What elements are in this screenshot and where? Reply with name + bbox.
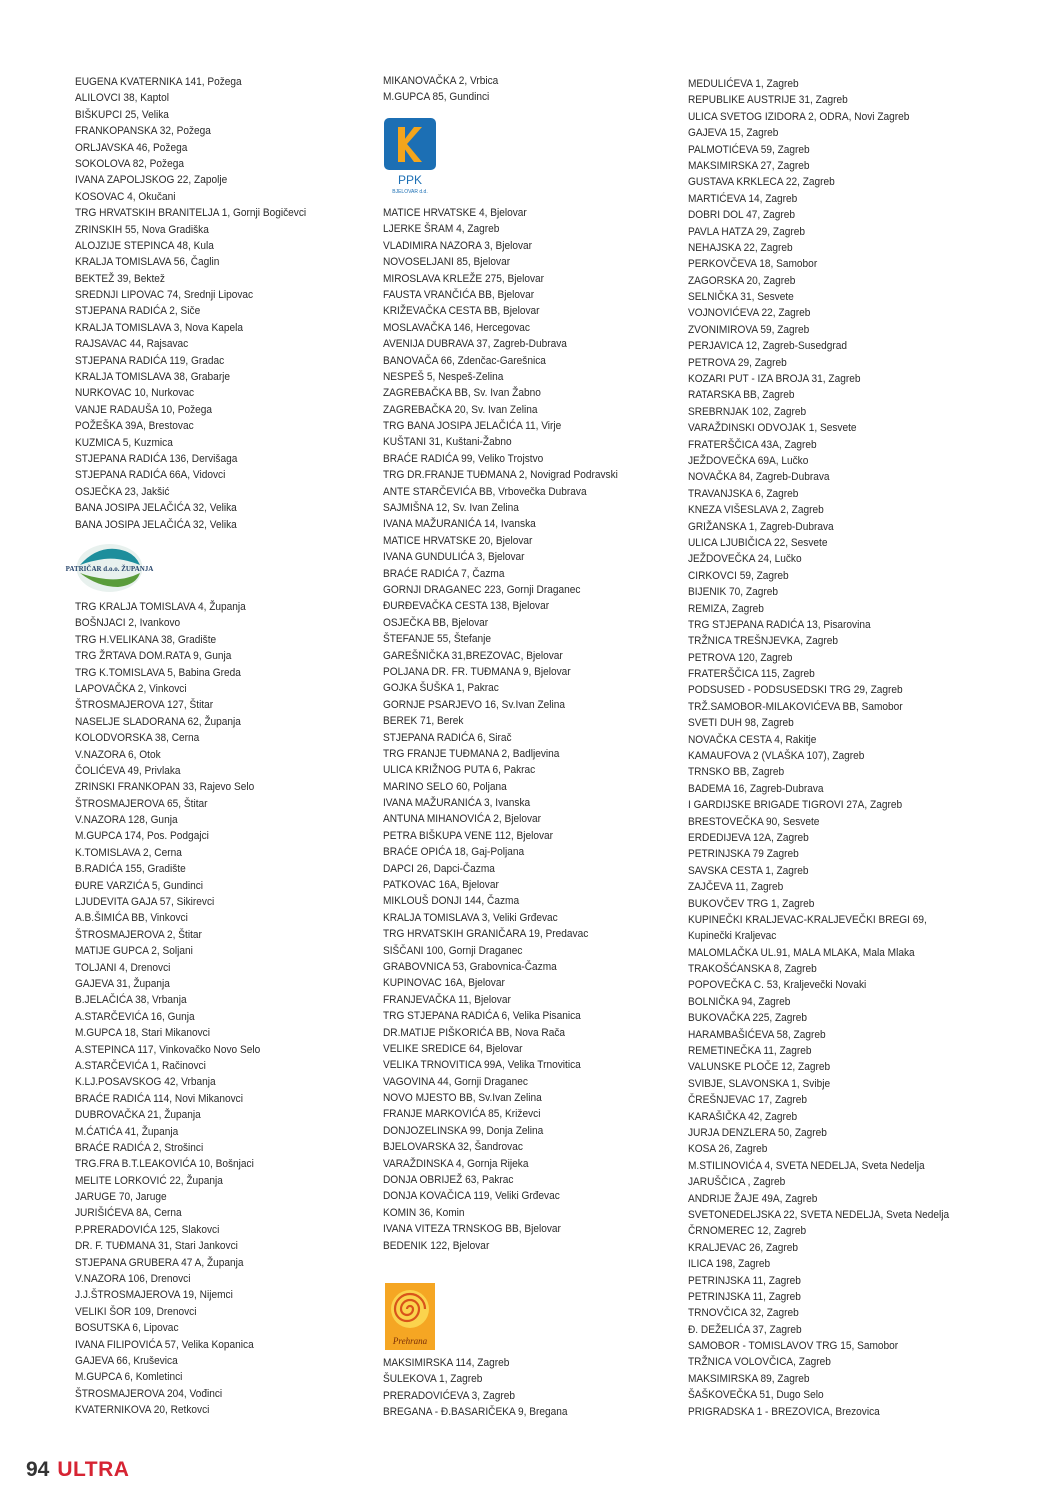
address-line: FRATERŠČICA 115, Zagreb	[688, 668, 815, 681]
address-line: MELITE LORKOVIĆ 22, Županja	[75, 1174, 223, 1187]
address-list-bjelovar	[383, 205, 618, 1254]
address-line: KRIŽEVAČKA CESTA BB, Bjelovar	[383, 305, 540, 318]
address-line: MAKSIMIRSKA 114, Zagreb	[383, 1357, 510, 1369]
address-line: STJEPANA RADIĆA 66A, Vidovci	[75, 469, 226, 482]
address-line: FRANJE MARKOVIĆA 85, Križevci	[383, 1108, 541, 1121]
address-line: A.STEPINCA 117, Vinkovačko Novo Selo	[75, 1043, 261, 1056]
address-line: FAUSTA VRANČIĆA BB, Bjelovar	[383, 288, 535, 301]
address-line: KUPINEČKI KRALJEVAC-KRALJEVEČKI BREGI 69,	[688, 913, 927, 926]
address-line: KVATERNIKOVA 20, Retkovci	[75, 1404, 210, 1417]
address-line: NOVAČKA CESTA 4, Rakitje	[688, 733, 817, 746]
address-line: SVETONEDELJSKA 22, SVETA NEDELJA, Sveta Nedelja	[688, 1208, 950, 1221]
address-line: TRG FRANJE TUĐMANA 2, Badljevina	[383, 747, 560, 760]
address-line: LAPOVAČKA 2, Vinkovci	[75, 682, 187, 695]
address-line: ŠTROSMAJEROVA 127, Štitar	[75, 699, 214, 712]
address-line: ŠTROSMAJEROVA 65, Štitar	[75, 797, 208, 810]
address-line: IVANA FILIPOVIĆA 57, Velika Kopanica	[75, 1338, 254, 1351]
address-line: VARAŽDINSKI ODVOJAK 1, Sesvete	[688, 422, 857, 435]
address-line: PETROVA 120, Zagreb	[688, 651, 793, 664]
address-line: KRALJA TOMISLAVA 3, Nova Kapela	[75, 321, 244, 334]
address-line: VARAŽDINSKA 4, Gornja Rijeka	[383, 1157, 529, 1170]
address-line: PETRINJSKA 11, Zagreb	[688, 1290, 801, 1303]
address-line: STJEPANA RADIĆA 119, Gradac	[75, 354, 225, 367]
address-line: NASELJE SLADORANA 62, Županja	[75, 715, 241, 728]
address-line: DR.MATIJE PIŠKORIĆA BB, Nova Rača	[383, 1026, 566, 1039]
address-line: STJEPANA RADIĆA 6, Sirač	[383, 731, 512, 744]
address-line: ZAJČEVA 11, Zagreb	[688, 881, 784, 894]
address-line: BEKTEŽ 39, Bektež	[75, 272, 166, 285]
address-line: JARUGE 70, Jaruge	[75, 1191, 167, 1204]
address-line: GAREŠNIČKA 31,BREZOVAC, Bjelovar	[383, 649, 563, 662]
address-list-prehrana	[383, 1355, 567, 1421]
address-line: EUGENA KVATERNIKA 141, Požega	[75, 76, 242, 88]
address-line: GAJEVA 66, Kruševica	[75, 1354, 178, 1367]
address-line: TRNOVČICA 32, Zagreb	[688, 1307, 799, 1320]
address-line: KRALJEVAC 26, Zagreb	[688, 1241, 799, 1254]
address-line: FRANKOPANSKA 32, Požega	[75, 125, 211, 138]
patricar-logo-text: PATRIČAR d.o.o. ŽUPANJA	[65, 565, 154, 573]
address-line: PAVLA HATZA 29, Zagreb	[688, 225, 805, 238]
address-line: DUBROVAČKA 21, Županja	[75, 1109, 201, 1122]
address-line: M.GUPCA 6, Komletinci	[75, 1371, 183, 1384]
address-line: PRIGRADSKA 1 - BREZOVICA, Brezovica	[688, 1405, 880, 1418]
address-line: ZVONIMIROVA 59, Zagreb	[688, 323, 810, 336]
prehrana-logo-text: Prehrana	[392, 1336, 428, 1346]
prehrana-logo	[385, 1283, 435, 1350]
address-line: SIŠČANI 100, Gornji Draganec	[383, 944, 523, 957]
address-line: KARAŠIČKA 42, Zagreb	[688, 1110, 798, 1123]
address-line: ĐURE VARZIĆA 5, Gundinci	[75, 879, 204, 892]
address-line: ALOJZIJE STEPINCA 48, Kula	[75, 239, 214, 252]
address-line: VOJNOVIĆEVA 22, Zagreb	[688, 307, 811, 320]
address-line: MIROSLAVA KRLEŽE 275, Bjelovar	[383, 272, 545, 285]
address-line: TRNSKO BB, Zagreb	[688, 766, 785, 779]
address-line: PETRA BIŠKUPA VENE 112, Bjelovar	[383, 829, 554, 842]
address-line: VELIKI ŠOR 109, Drenovci	[75, 1305, 197, 1318]
address-line: MAKSIMIRSKA 27, Zagreb	[688, 159, 810, 172]
address-line: V.NAZORA 128, Gunja	[75, 814, 178, 827]
address-line: STJEPANA RADIĆA 2, Siče	[75, 305, 201, 318]
address-line: TRG K.TOMISLAVA 5, Babina Greda	[75, 666, 241, 679]
address-line: BRAĆE RADIĆA 2, Strošinci	[75, 1141, 204, 1154]
address-line: BIŠKUPCI 25, Velika	[75, 108, 169, 121]
address-line: TRG.FRA B.T.LEAKOVIĆA 10, Bošnjaci	[75, 1158, 254, 1171]
address-line: AVENIJA DUBRAVA 37, Zagreb-Dubrava	[383, 338, 567, 351]
address-line: TRG DR.FRANJE TUĐMANA 2, Novigrad Podravski	[383, 469, 618, 482]
page-number: 94	[26, 1458, 50, 1481]
address-line: RATARSKA BB, Zagreb	[688, 389, 795, 402]
address-line: PETRINJSKA 79 Zagreb	[688, 848, 799, 861]
address-line: SOKOLOVA 82, Požega	[75, 157, 184, 170]
address-line: GAJEVA 31, Županja	[75, 977, 170, 990]
address-line: PATKOVAC 16A, Bjelovar	[383, 879, 499, 892]
address-line: M.STILINOVIĆA 4, SVETA NEDELJA, Sveta Nedelja	[688, 1159, 925, 1172]
address-line: PERKOVČEVA 18, Samobor	[688, 258, 818, 271]
address-line: IVANA GUNDULIĆA 3, Bjelovar	[383, 551, 525, 564]
address-line: KUŠTANI 31, Kuštani-Žabno	[383, 436, 512, 449]
address-line: GRABOVNICA 53, Grabovnica-Čazma	[383, 960, 557, 973]
ppk-logo	[384, 118, 436, 196]
address-line: KOSA 26, Zagreb	[688, 1143, 768, 1156]
address-line: TRŽNICA VOLOVČICA, Zagreb	[688, 1356, 831, 1369]
address-line: DONJOZELINSKA 99, Donja Zelina	[383, 1124, 544, 1137]
address-line: M.GUPCA 174, Pos. Podgajci	[75, 830, 209, 843]
address-line: BREGANA - Đ.BASARIČEKA 9, Bregana	[383, 1406, 568, 1419]
address-line: MARINO SELO 60, Poljana	[383, 780, 507, 793]
address-line: POLJANA DR. FR. TUĐMANA 9, Bjelovar	[383, 665, 571, 678]
address-line: DOBRI DOL 47, Zagreb	[688, 209, 796, 222]
address-line: BOSUTSKA 6, Lipovac	[75, 1322, 179, 1335]
page-footer	[26, 1458, 129, 1482]
address-line: K.LJ.POSAVSKOG 42, Vrbanja	[75, 1076, 216, 1089]
address-line: SVETI DUH 98, Zagreb	[688, 717, 794, 730]
address-line: ZRINSKI FRANKOPAN 33, Rajevo Selo	[75, 781, 255, 794]
address-line: REMETINEČKA 11, Zagreb	[688, 1045, 812, 1058]
address-line: ĐURĐEVAČKA CESTA 138, Bjelovar	[383, 600, 550, 613]
address-line: ZAGREBAČKA 20, Sv. Ivan Zelina	[383, 403, 538, 416]
address-line: ERDEDIJEVA 12A, Zagreb	[688, 831, 809, 844]
address-line: BRAĆE OPIĆA 18, Gaj-Poljana	[383, 846, 525, 859]
address-line: ILICA 198, Zagreb	[688, 1258, 771, 1271]
address-line: P.PRERADOVIĆA 125, Slakovci	[75, 1223, 220, 1236]
address-line: KUZMICA 5, Kuzmica	[75, 436, 173, 449]
address-line: SVIBJE, SLAVONSKA 1, Svibje	[688, 1077, 831, 1090]
address-line: NOVOSELJANI 85, Bjelovar	[383, 256, 511, 269]
address-line: KUPINOVAC 16A, Bjelovar	[383, 977, 505, 990]
address-line: KRALJA TOMISLAVA 56, Čaglin	[75, 256, 220, 269]
address-line: BEDENIK 122, Bjelovar	[383, 1239, 490, 1252]
address-list-zupanja	[75, 599, 260, 1419]
address-line: ČREŠNJEVAC 17, Zagreb	[688, 1094, 808, 1107]
address-line: SREBRNJAK 102, Zagreb	[688, 405, 807, 418]
address-line: ALILOVCI 38, Kaptol	[75, 92, 169, 105]
address-line: NESPEŠ 5, Nespeš-Zelina	[383, 370, 504, 383]
address-line: IVANA MAŽURANIĆA 14, Ivanska	[383, 518, 536, 531]
address-line: IVANA MAŽURANIĆA 3, Ivanska	[383, 797, 531, 810]
address-line: ULICA KRIŽNOG PUTA 6, Pakrac	[383, 764, 536, 777]
address-line: MIKLOUŠ DONJI 144, Čazma	[383, 895, 520, 908]
address-line: KOLODVORSKA 38, Cerna	[75, 732, 200, 745]
ppk-logo-sub: BJELOVAR d.d.	[392, 189, 428, 195]
address-line: MATIJE GUPCA 2, Soljani	[75, 945, 193, 958]
address-line: ULICA SVETOG IZIDORA 2, ODRA, Novi Zagreb	[688, 110, 910, 123]
address-line: GRIŽANSKA 1, Zagreb-Dubrava	[688, 520, 834, 533]
address-list-vrbica	[383, 73, 498, 106]
address-line: GUSTAVA KRKLECA 22, Zagreb	[688, 176, 835, 189]
address-line: IVANA VITEZA TRNSKOG BB, Bjelovar	[383, 1223, 561, 1236]
brand-name: ULTRA	[57, 1458, 130, 1481]
address-line: TRAKOŠĆANSKA 8, Zagreb	[688, 963, 817, 976]
address-line: ČOLIĆEVA 49, Privlaka	[75, 764, 181, 777]
address-line: TRŽNICA TREŠNJEVKA, Zagreb	[688, 635, 838, 648]
address-line: VELIKE SREDICE 64, Bjelovar	[383, 1042, 523, 1055]
address-line: HARAMBAŠIĆEVA 58, Zagreb	[688, 1028, 826, 1041]
address-line: M.GUPCA 85, Gundinci	[383, 91, 490, 104]
address-line: SREDNJI LIPOVAC 74, Srednji Lipovac	[75, 289, 254, 302]
address-line: VLADIMIRA NAZORA 3, Bjelovar	[383, 239, 533, 252]
address-line: I GARDIJSKE BRIGADE TIGROVI 27A, Zagreb	[688, 799, 903, 812]
address-line: BRAĆE RADIĆA 114, Novi Mikanovci	[75, 1092, 243, 1105]
address-line: VALUNSKE PLOČE 12, Zagreb	[688, 1061, 831, 1074]
address-line: JURJA DENZLERA 50, Zagreb	[688, 1127, 827, 1139]
address-line: IVANA ZAPOLJSKOG 22, Zapolje	[75, 174, 228, 187]
address-line: MALOMLAČKA UL.91, MALA MLAKA, Mala Mlaka	[688, 946, 915, 959]
address-line: TRG HRVATSKIH BRANITELJA 1, Gornji Bogičevci	[75, 207, 307, 220]
address-line: B.JELAČIĆA 38, Vrbanja	[75, 994, 187, 1007]
address-line: STJEPANA GRUBERA 47 A, Županja	[75, 1256, 244, 1269]
address-line: POPOVEČKA C. 53, Kraljevečki Novaki	[688, 979, 867, 992]
address-line: V.NAZORA 6, Otok	[75, 748, 161, 761]
address-line: NOVO MJESTO BB, Sv.Ivan Zelina	[383, 1092, 542, 1105]
address-line: PALMOTIĆEVA 59, Zagreb	[688, 143, 810, 156]
address-list-posavina	[75, 74, 306, 533]
address-line: VAGOVINA 44, Gornji Draganec	[383, 1075, 528, 1088]
address-line: ANDRIJE ŽAJE 49A, Zagreb	[688, 1192, 818, 1205]
address-line: A.B.ŠIMIĆA BB, Vinkovci	[75, 912, 188, 925]
address-line: LJERKE ŠRAM 4, Zagreb	[383, 223, 500, 236]
address-line: TRG ŽRTAVA DOM.RATA 9, Gunja	[75, 650, 232, 663]
address-line: BANA JOSIPA JELAČIĆA 32, Velika	[75, 518, 237, 531]
address-line: ŠTROSMAJEROVA 204, Vođinci	[75, 1387, 223, 1400]
address-line: BUKOVAČKA 225, Zagreb	[688, 1012, 808, 1025]
address-line: FRANJEVAČKA 11, Bjelovar	[383, 993, 511, 1006]
address-line: ZRINSKIH 55, Nova Gradiška	[75, 223, 209, 236]
address-line: M.GUPCA 18, Stari Mikanovci	[75, 1027, 210, 1040]
address-line: GORNJE PSARJEVO 16, Sv.Ivan Zelina	[383, 698, 566, 711]
address-line: BOŠNJACI 2, Ivankovo	[75, 617, 181, 630]
address-line: BJELOVARSKA 32, Šandrovac	[383, 1141, 523, 1154]
address-line: BOLNIČKA 94, Zagreb	[688, 995, 791, 1008]
address-line: PETROVA 29, Zagreb	[688, 356, 787, 369]
address-line: ŠTROSMAJEROVA 2, Štitar	[75, 928, 202, 941]
address-line: NOVAČKA 84, Zagreb-Dubrava	[688, 471, 830, 484]
address-line: KOZARI PUT - IZA BROJA 31, Zagreb	[688, 373, 861, 386]
address-line: GAJEVA 15, Zagreb	[688, 127, 779, 140]
address-line: TRG STJEPANA RADIĆA 13, Pisarovina	[688, 618, 871, 631]
address-line: ZAGORSKA 20, Zagreb	[688, 274, 796, 287]
address-line: V.NAZORA 106, Drenovci	[75, 1273, 191, 1286]
address-line: DAPCI 26, Dapci-Čazma	[383, 862, 495, 875]
address-line: Kupinečki Kraljevac	[688, 930, 777, 943]
address-line: BUKOVČEV TRG 1, Zagreb	[688, 897, 815, 910]
address-line: FRATERŠČICA 43A, Zagreb	[688, 438, 817, 451]
address-line: J.J.ŠTROSMAJEROVA 19, Nijemci	[75, 1289, 233, 1302]
address-list-zagreb	[688, 76, 949, 1420]
address-line: JEŽDOVEČKA 69A, Lučko	[688, 454, 809, 467]
address-line: VELIKA TRNOVITICA 99A, Velika Trnovitica	[383, 1059, 581, 1072]
address-line: NEHAJSKA 22, Zagreb	[688, 241, 793, 254]
address-line: JARUŠČICA , Zagreb	[688, 1176, 786, 1189]
address-line: BADEMA 16, Zagreb-Dubrava	[688, 782, 824, 795]
address-line: KAMAUFOVA 2 (VLAŠKA 107), Zagreb	[688, 750, 865, 763]
address-line: ŠTEFANJE 55, Štefanje	[383, 633, 491, 646]
address-line: B.RADIĆA 155, Gradište	[75, 863, 186, 876]
address-line: BRESTOVEČKA 90, Sesvete	[688, 815, 820, 828]
address-line: ANTUNA MIHANOVIĆA 2, Bjelovar	[383, 813, 542, 826]
address-line: GORNJI DRAGANEC 223, Gornji Draganec	[383, 583, 581, 596]
address-line: BEREK 71, Berek	[383, 715, 464, 728]
address-line: M.ĆATIĆA 41, Županja	[75, 1125, 179, 1138]
address-line: RAJSAVAC 44, Rajsavac	[75, 338, 189, 351]
address-line: KRALJA TOMISLAVA 38, Grabarje	[75, 371, 231, 384]
address-line: BIJENIK 70, Zagreb	[688, 586, 779, 599]
address-line: SAJMIŠNA 12, Sv. Ivan Zelina	[383, 502, 519, 515]
address-line: STJEPANA RADIĆA 136, Dervišaga	[75, 452, 238, 465]
address-line: TRAVANJSKA 6, Zagreb	[688, 487, 799, 500]
address-line: BANOVAČA 66, Zdenčac-Garešnica	[383, 354, 546, 367]
address-line: REPUBLIKE AUSTRIJE 31, Zagreb	[688, 94, 848, 107]
address-line: MATICE HRVATSKE 20, Bjelovar	[383, 534, 533, 547]
address-line: OSJEČKA 23, Jakšić	[75, 485, 170, 498]
address-line: MARTIĆEVA 14, Zagreb	[688, 192, 798, 205]
address-line: REMIZA, Zagreb	[688, 602, 764, 615]
address-line: PRERADOVIĆEVA 3, Zagreb	[383, 1389, 515, 1402]
address-line: MIKANOVAČKA 2, Vrbica	[383, 75, 499, 87]
address-line: A.STARČEVIĆA 16, Gunja	[75, 1010, 195, 1023]
address-line: JEŽDOVEČKA 24, Lučko	[688, 553, 802, 566]
address-line: GOJKA ŠUŠKA 1, Pakrac	[383, 682, 499, 695]
address-line: MOSLAVAČKA 146, Hercegovac	[383, 321, 530, 334]
address-line: ULICA LJUBIČICA 22, Sesvete	[688, 536, 828, 549]
address-line: LJUDEVITA GAJA 57, Sikirevci	[75, 896, 215, 909]
address-line: ZAGREBAČKA BB, Sv. Ivan Žabno	[383, 387, 541, 400]
address-line: ORLJAVSKA 46, Požega	[75, 141, 188, 154]
address-line: MATICE HRVATSKE 4, Bjelovar	[383, 207, 527, 219]
address-line: VANJE RADAUŠA 10, Požega	[75, 403, 213, 416]
address-line: DONJA KOVAČICA 119, Veliki Grđevac	[383, 1190, 560, 1203]
address-line: TOLJANI 4, Drenovci	[75, 961, 171, 974]
address-line: POŽEŠKA 39A, Brestovac	[75, 420, 194, 433]
address-line: A.STARČEVIĆA 1, Račinovci	[75, 1059, 206, 1072]
address-line: OSJEČKA BB, Bjelovar	[383, 616, 489, 629]
address-line: BRAĆE RADIĆA 7, Čazma	[383, 567, 505, 580]
address-line: SELNIČKA 31, Sesvete	[688, 291, 794, 304]
address-line: BANA JOSIPA JELAČIĆA 32, Velika	[75, 502, 237, 515]
address-line: ANTE STARČEVIĆA BB, Vrbovečka Dubrava	[383, 485, 587, 498]
address-line: DR. F. TUĐMANA 31, Stari Jankovci	[75, 1240, 238, 1253]
address-line: KOMIN 36, Komin	[383, 1206, 465, 1219]
address-line: CIRKOVCI 59, Zagreb	[688, 569, 789, 582]
address-line: NURKOVAC 10, Nurkovac	[75, 387, 195, 400]
address-line: SAVSKA CESTA 1, Zagreb	[688, 864, 809, 877]
address-line: MAKSIMIRSKA 89, Zagreb	[688, 1372, 810, 1385]
address-line: ŠULEKOVA 1, Zagreb	[383, 1373, 483, 1386]
address-line: ŠAŠKOVEČKA 51, Dugo Selo	[688, 1389, 824, 1402]
address-line: K.TOMISLAVA 2, Cerna	[75, 846, 182, 859]
address-line: PETRINJSKA 11, Zagreb	[688, 1274, 801, 1287]
patricar-logo	[65, 543, 154, 593]
address-line: JURIŠIĆEVA 8A, Cerna	[75, 1207, 182, 1220]
address-line: Đ. DEŽELIĆA 37, Zagreb	[688, 1323, 802, 1336]
address-line: PERJAVICA 12, Zagreb-Susedgrad	[688, 340, 848, 353]
address-line: TRG KRALJA TOMISLAVA 4, Županja	[75, 601, 246, 613]
address-line: MEDULIĆEVA 1, Zagreb	[688, 78, 799, 90]
address-line: PODSUSED - PODSUSEDSKI TRG 29, Zagreb	[688, 684, 903, 697]
address-line: DONJA OBRIJEŽ 63, Pakrac	[383, 1174, 514, 1187]
address-line: KRALJA TOMISLAVA 3, Veliki Grđevac	[383, 911, 558, 924]
address-line: TRG BANA JOSIPA JELAČIĆA 11, Virje	[383, 420, 562, 433]
address-line: TRG H.VELIKANA 38, Gradište	[75, 633, 217, 646]
address-line: TRG STJEPANA RADIĆA 6, Velika Pisanica	[383, 1010, 581, 1023]
address-line: KNEZA VIŠESLAVA 2, Zagreb	[688, 504, 824, 517]
address-line: KOSOVAC 4, Okučani	[75, 190, 176, 203]
address-line: BRAĆE RADIĆA 99, Veliko Trojstvo	[383, 452, 544, 465]
address-line: TRŽ.SAMOBOR-MILAKOVIĆEVA BB, Samobor	[688, 700, 903, 713]
address-line: SAMOBOR - TOMISLAVOV TRG 15, Samobor	[688, 1340, 899, 1353]
address-line: ČRNOMEREC 12, Zagreb	[688, 1225, 807, 1238]
ppk-logo-name: PPK	[397, 173, 423, 187]
address-line: TRG HRVATSKIH GRANIČARA 19, Predavac	[383, 928, 589, 941]
